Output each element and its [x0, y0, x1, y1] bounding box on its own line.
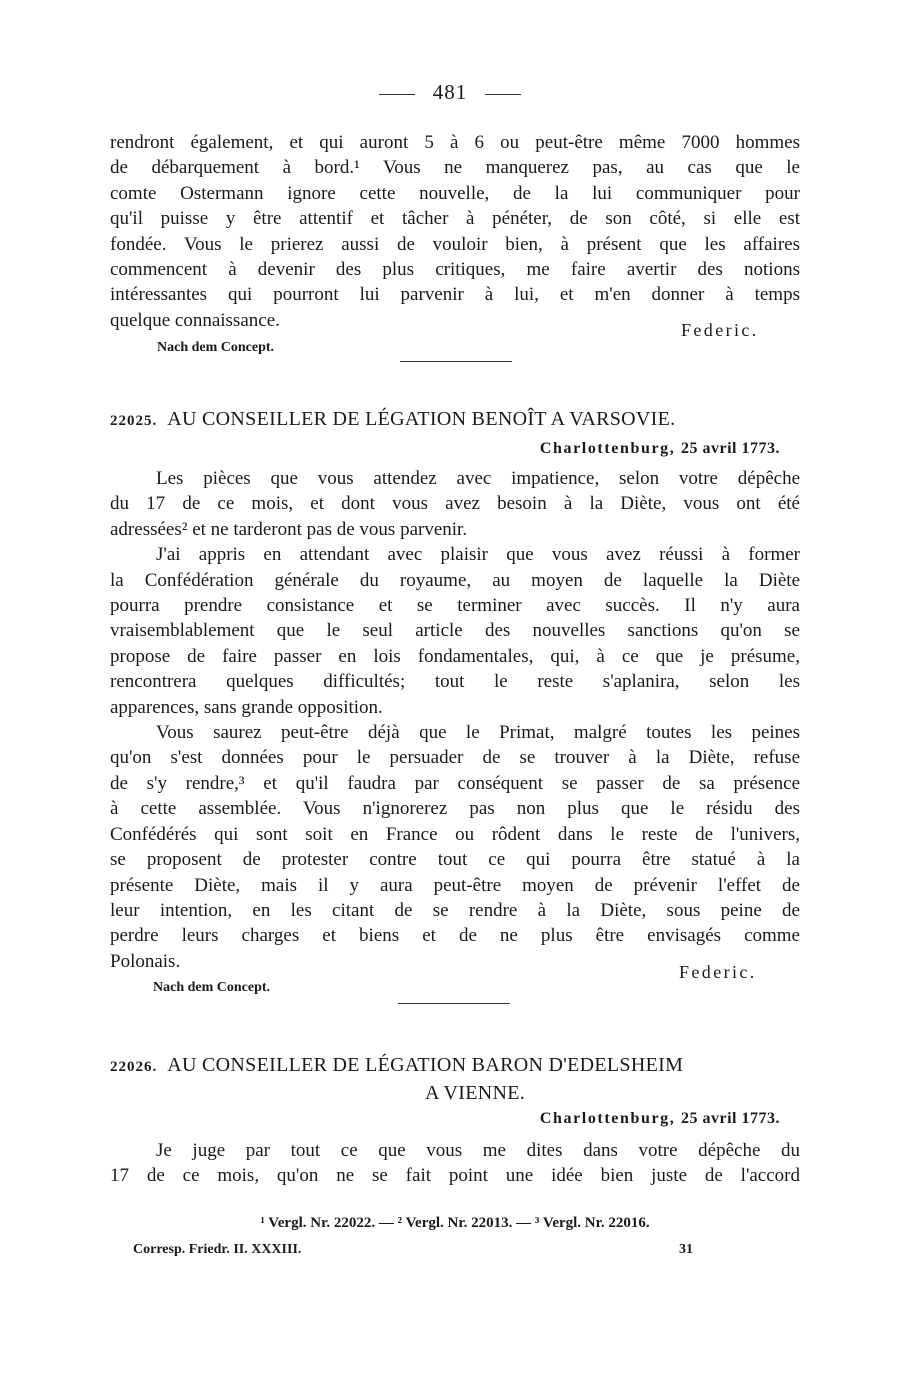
dateline — [540, 440, 780, 458]
letter-title: AU CONSEILLER DE LÉGATION BARON D'EDELSHEIM — [167, 1054, 684, 1076]
footnotes — [110, 1215, 800, 1232]
footnote-line: ¹ Vergl. Nr. 22022. — ² Vergl. Nr. 22013. — ³ Vergl. Nr. 22016. — [260, 1215, 650, 1231]
signature: Federic. — [681, 320, 759, 340]
text-line: J'ai appris en attendant avec plaisir que vous avez réussi à former — [156, 544, 800, 566]
signature: Federic. — [679, 962, 757, 982]
place: Charlottenburg, — [539, 1110, 676, 1127]
text-line: de s'y rendre,³ et qu'il faudra par conséquent se passer de sa présence — [110, 772, 800, 794]
text-line: fondée. Vous le prierez aussi de vouloir bien, à présent que les affaires — [110, 233, 800, 255]
letter-body — [110, 466, 800, 974]
text-line: commencent à devenir des plus critiques, me faire avertir des notions — [110, 259, 800, 281]
text-line: propose de faire passer en lois fondamentales, qui, à ce que je présume, — [110, 645, 800, 667]
text-line: se proposent de protester contre tout ce qui pourra être statué à la — [110, 849, 800, 871]
source-note: Nach dem Concept. — [153, 980, 271, 995]
text-line: Vous saurez peut-être déjà que le Primat, malgré toutes les peines — [156, 722, 800, 744]
header-rule-right — [485, 94, 521, 95]
text-line: du 17 de ce mois, et dont vous avez besoin à la Diète, vous ont été — [110, 493, 800, 515]
section-divider — [400, 361, 512, 362]
letter-title-line2: A VIENNE. — [424, 1082, 526, 1104]
signature-mark: 31 — [679, 1242, 693, 1257]
text-line: Je juge par tout ce que vous me dites dans votre dépêche du — [156, 1140, 800, 1161]
text-line: qu'on s'est données pour le persuader de se trouver à la Diète, refuse — [110, 747, 800, 769]
text-line: intéressantes qui pourront lui parvenir à lui, et m'en donner à temps — [110, 284, 800, 306]
text-line: leur intention, en les citant de se rendre à la Diète, sous peine de — [110, 899, 800, 921]
place: Charlottenburg, — [539, 440, 676, 457]
text-line: 17 de ce mois, qu'on ne se fait point une idée bien juste de l'accord — [110, 1165, 800, 1187]
text-line: perdre leurs charges et biens et de ne plus être envisagés comme — [110, 925, 800, 947]
section-divider — [398, 1003, 510, 1004]
letter-heading — [110, 1052, 800, 1106]
page-number: 481 — [432, 80, 468, 104]
text-line: apparences, sans grande opposition. — [110, 696, 383, 718]
source-note: Nach dem Concept. — [157, 340, 275, 355]
text-line: quelque connaissance. — [110, 309, 280, 331]
header-rule-left — [379, 94, 415, 95]
text-line: adressées² et ne tarderont pas de vous parvenir. — [110, 518, 468, 540]
date: 25 avril 1773. — [681, 1110, 780, 1127]
letter-number: 22025. — [110, 413, 158, 429]
text-line: Polonais. — [110, 950, 181, 972]
dateline — [540, 1110, 780, 1128]
text-line: de débarquement à bord.¹ Vous ne manquerez pas, au cas que le — [110, 157, 800, 179]
text-line: présente Diète, mais il y aura peut-être moyen de prévenir l'effet de — [110, 874, 800, 896]
letter-number: 22026. — [110, 1059, 158, 1075]
text-line: la Confédération générale du royaume, au moyen de laquelle la Diète — [110, 569, 800, 591]
text-line: qu'il puisse y être attentif et tâcher à pénéter, de son côté, si elle est — [110, 208, 800, 230]
text-line: rencontrera quelques difficultés; tout le reste s'aplanira, selon les — [110, 671, 800, 693]
text-line: pourra prendre consistance et se terminer avec succès. Il n'y aura — [110, 595, 800, 617]
volume-label: Corresp. Friedr. II. XXXIII. — [133, 1242, 302, 1257]
text-line: Confédérés qui sont soit en France ou rôdent dans le reste de l'univers, — [110, 823, 800, 845]
prev-letter-body — [110, 130, 800, 333]
text-line: comte Ostermann ignore cette nouvelle, de la lui communiquer pour — [110, 182, 800, 204]
text-line: rendront également, et qui auront 5 à 6 ou peut-être même 7000 hommes — [110, 132, 800, 153]
page-header — [0, 80, 900, 105]
text-line: Les pièces que vous attendez avec impatience, selon votre dépêche — [156, 468, 800, 489]
letter-heading — [110, 406, 800, 434]
letter-title: AU CONSEILLER DE LÉGATION BENOÎT A VARSOVIE. — [167, 408, 676, 430]
text-line: à cette assemblée. Vous n'ignorerez pas non plus que le résidu des — [110, 798, 800, 820]
text-line: vraisemblablement que le seul article des nouvelles sanctions qu'on se — [110, 620, 800, 642]
date: 25 avril 1773. — [681, 440, 780, 457]
letter-body — [110, 1138, 800, 1189]
